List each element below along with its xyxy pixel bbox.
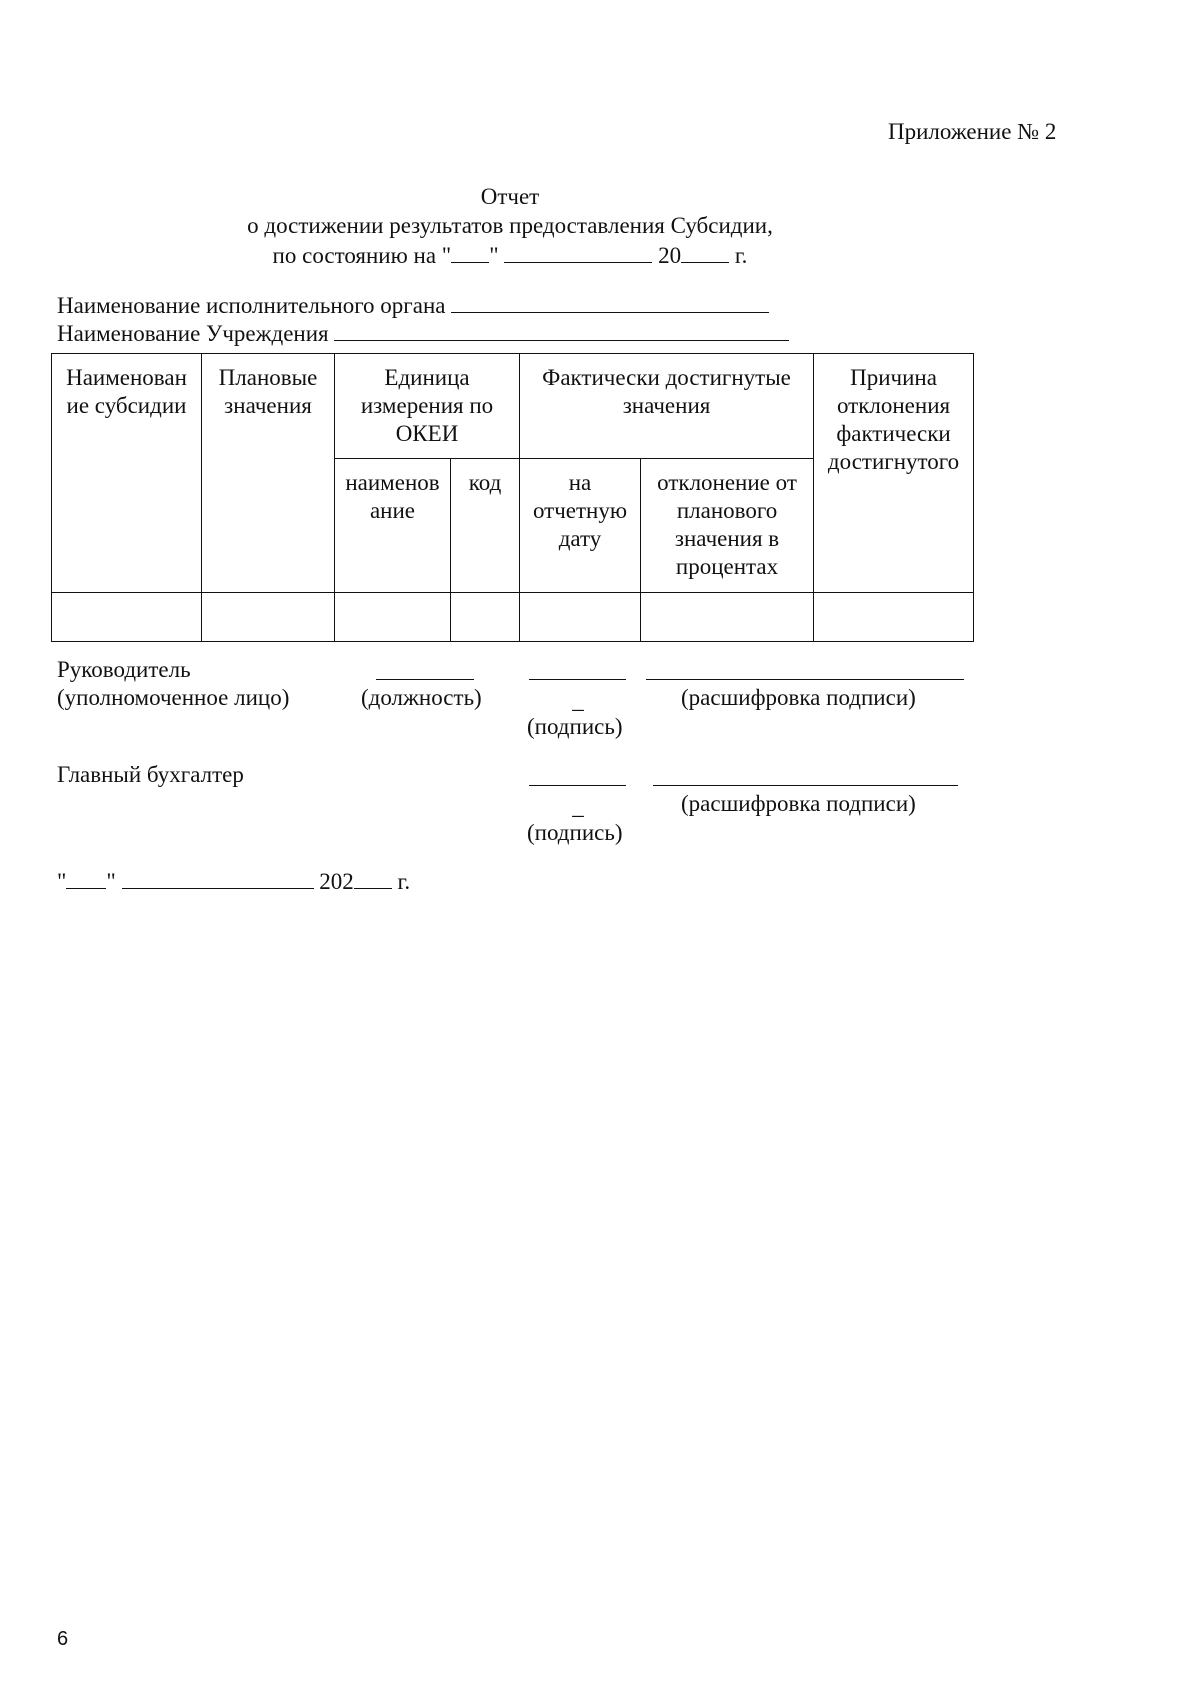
title-line-2: о достижении результатов предоставления Субсидии, [247, 213, 773, 238]
date-line [57, 866, 410, 896]
date-year-blank[interactable] [354, 866, 392, 889]
appendix-label: Приложение № 2 [888, 119, 1057, 144]
institution-blank[interactable] [334, 318, 789, 341]
title-line-1: Отчет [480, 184, 540, 209]
date-year-suffix: г. [397, 869, 411, 894]
header-unit-okei: Единица измерения по ОКЕИ [335, 354, 520, 459]
header-deviation-percent: отклонение от планового значения в процентах [641, 459, 814, 593]
date-close-quote: " [106, 869, 116, 894]
table-row [52, 593, 974, 642]
head-signature-caption: (подпись) [527, 714, 623, 739]
accountant-signature-caption: (подпись) [527, 820, 623, 845]
header-subsidy-name: Наименован ие субсидии [52, 354, 202, 593]
executive-body-label: Наименование исполнительного органа [57, 293, 446, 318]
accountant-signature-line[interactable] [529, 785, 626, 786]
cell-on-report-date[interactable] [520, 593, 641, 642]
institution-field [57, 318, 789, 348]
chief-accountant-label: Главный бухгалтер [57, 762, 244, 787]
date-month-blank[interactable] [122, 866, 314, 889]
page-number: 6 [57, 1628, 69, 1650]
executive-body-field [57, 290, 769, 320]
accountant-signature-dash: _ [572, 794, 584, 819]
date-open-quote: " [57, 869, 67, 894]
table-header-row-1 [52, 354, 974, 459]
header-planned-values: Плановые значения [202, 354, 335, 593]
title-line-3 [160, 240, 860, 270]
cell-planned-values[interactable] [202, 593, 335, 642]
title-date-quote: " [489, 243, 499, 268]
cell-subsidy-name[interactable] [52, 593, 202, 642]
head-signature-dash: _ [572, 688, 584, 713]
year-blank[interactable] [681, 240, 729, 263]
position-caption: (должность) [361, 685, 482, 710]
title-twenty: 20 [658, 243, 682, 268]
position-line[interactable] [376, 679, 474, 680]
cell-unit-code[interactable] [451, 593, 520, 642]
header-unit-name: наименов ание [335, 459, 451, 593]
date-year-prefix: 202 [319, 869, 354, 894]
accountant-decryption-line[interactable] [653, 785, 958, 786]
report-table [51, 353, 974, 642]
head-label-1: Руководитель [57, 657, 191, 682]
title-year-suffix: г. [734, 243, 748, 268]
head-decryption-line[interactable] [646, 679, 964, 680]
institution-label: Наименование Учреждения [57, 321, 329, 346]
head-signature-line[interactable] [529, 679, 626, 680]
report-title [160, 182, 860, 270]
day-blank[interactable] [451, 240, 489, 263]
head-label-2: (уполномоченное лицо) [57, 685, 290, 710]
cell-deviation-percent[interactable] [641, 593, 814, 642]
title-date-prefix: по состоянию на " [272, 243, 452, 268]
accountant-decryption-caption: (расшифровка подписи) [681, 791, 916, 816]
month-blank[interactable] [504, 240, 652, 263]
header-actual-values: Фактически достигнутые значения [520, 354, 814, 459]
header-deviation-reason: Причина отклонения фактически достигнутого [814, 354, 974, 593]
executive-body-blank[interactable] [451, 290, 769, 313]
date-day-blank[interactable] [66, 866, 106, 889]
head-decryption-caption: (расшифровка подписи) [681, 685, 916, 710]
cell-unit-name[interactable] [335, 593, 451, 642]
header-on-report-date: на отчетную дату [520, 459, 641, 593]
header-unit-code: код [451, 459, 520, 593]
cell-deviation-reason[interactable] [814, 593, 974, 642]
